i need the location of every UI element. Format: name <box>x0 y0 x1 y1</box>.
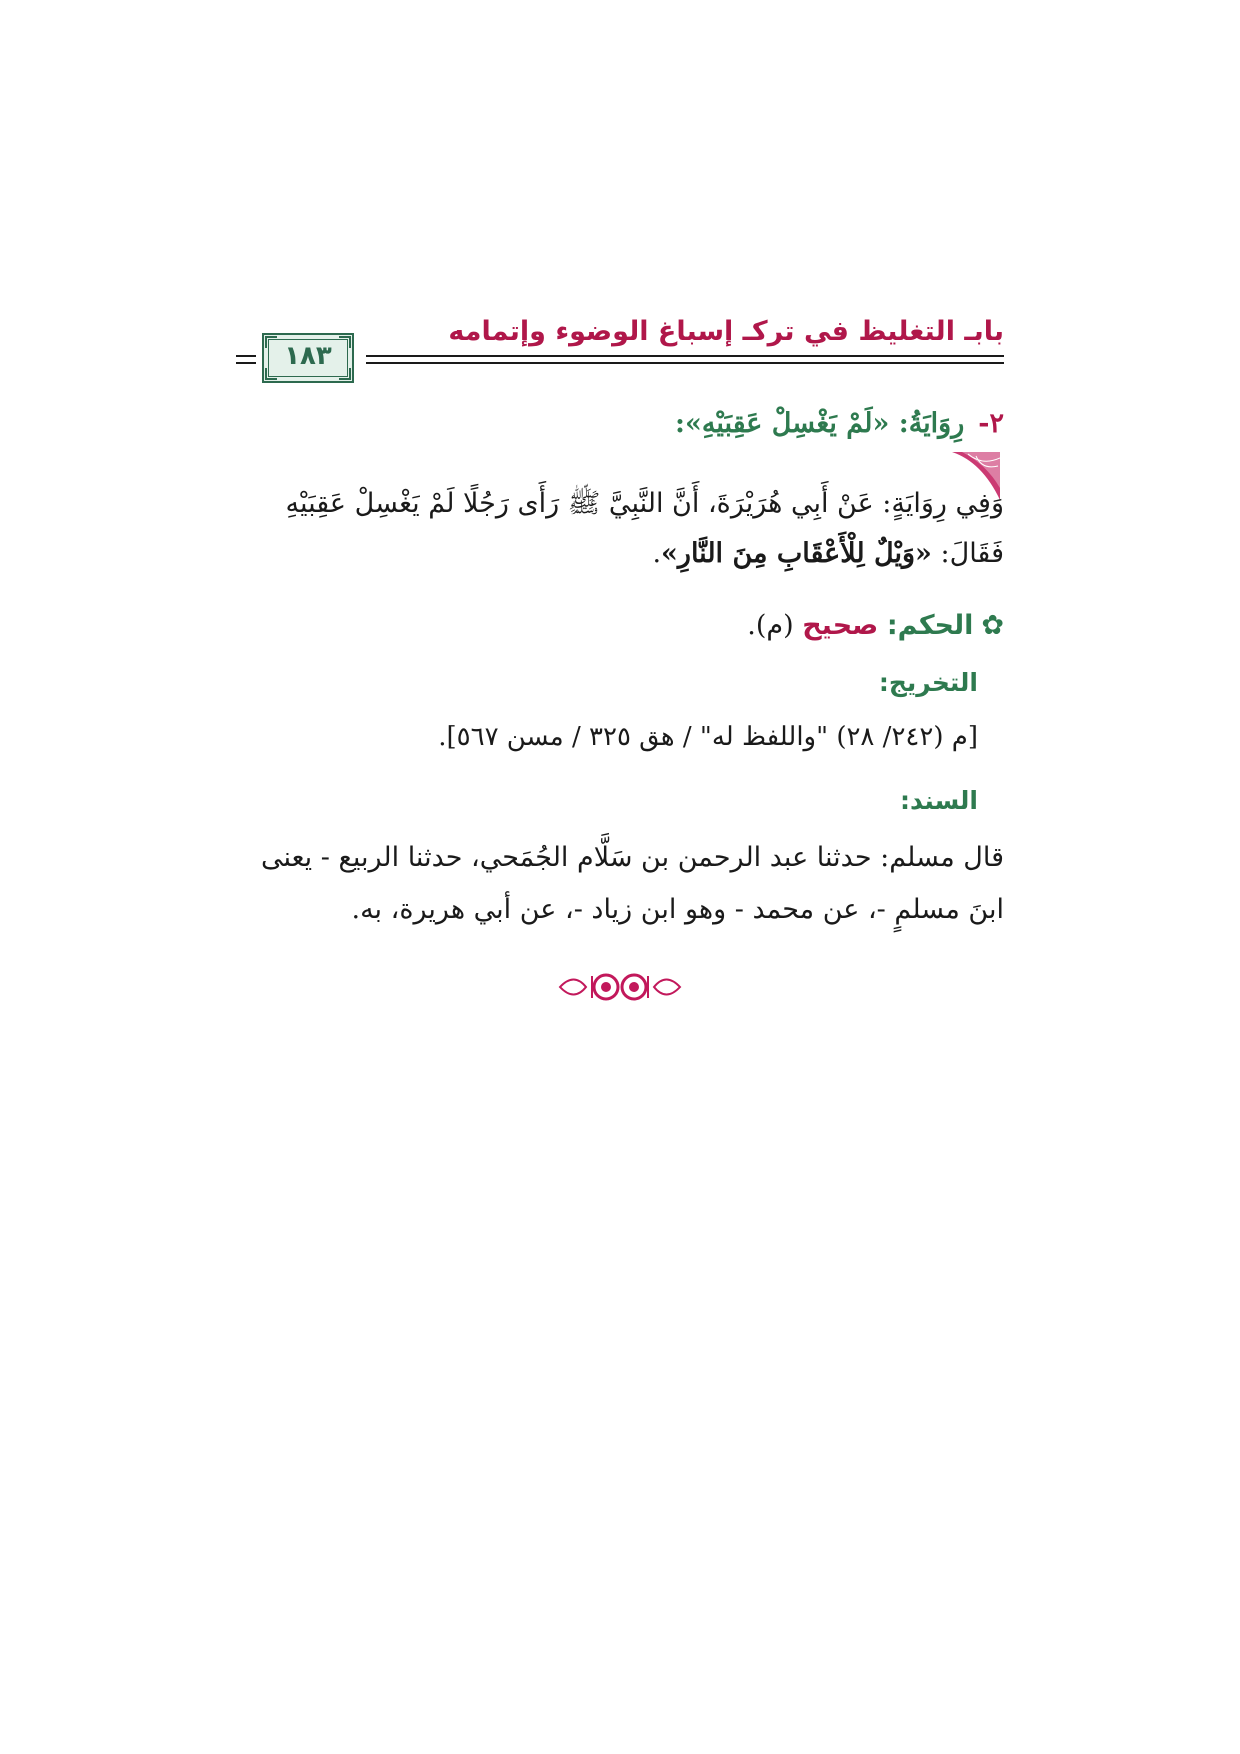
takhrij-label: التخريج: <box>878 668 978 697</box>
sanad-line-1: قال مسلم: حدثنا عبد الرحمن بن سَلَّام الجُمَحي، حدثنا الربيع - يعنى <box>260 842 1004 873</box>
narration-quote: «وَيْلٌ لِلْأَعْقَابِ مِنَ النَّارِ» <box>661 538 932 569</box>
section-heading <box>675 408 1004 439</box>
header-rule-right-bottom <box>366 362 1004 364</box>
chapter-title: بابـ التغليظ في تركـ إسباغ الوضوء وإتمامه <box>448 316 1004 347</box>
ruling-verdict: صحيح <box>802 610 879 641</box>
ruling-label: الحكم: <box>886 610 974 641</box>
page-number: ١٨٣ <box>284 341 332 371</box>
ruling-source: (م). <box>747 610 794 641</box>
header-rule-left-bottom <box>236 362 256 364</box>
header-rule-left-top <box>236 355 256 357</box>
takhrij-text: [م (٢٤٢/ ٢٨) "واللفظ له" / هق ٣٢٥ / مسن ٥٦٧]. <box>438 722 978 752</box>
header-rule-right-top <box>366 355 1004 357</box>
sanad-label: السند: <box>899 786 978 815</box>
narration-prefix: فَقَالَ: <box>931 538 1004 569</box>
flower-icon: ✿ <box>981 610 1004 641</box>
ruling-line <box>747 610 1004 641</box>
narration-line-1: وَفِي رِوَايَةٍ: عَنْ أَبِي هُرَيْرَةَ، أَنَّ النَّبِيَّ ﷺ رَأَى رَجُلًا لَمْ يَغْسِلْ عَقِبَيْهِ <box>285 488 1004 519</box>
page-number-badge <box>262 333 354 383</box>
section-number: ٢- <box>978 408 1004 439</box>
narration-suffix: . <box>652 538 662 569</box>
divider-ornament-icon <box>556 970 684 1004</box>
section-heading-text: رِوَايَةُ: «لَمْ يَغْسِلْ عَقِبَيْهِ»: <box>675 408 965 439</box>
sanad-line-2: ابنَ مسلمٍ -، عن محمد - وهو ابن زياد -، عن أبي هريرة، به. <box>351 894 1004 925</box>
narration-line-2 <box>652 538 1004 569</box>
